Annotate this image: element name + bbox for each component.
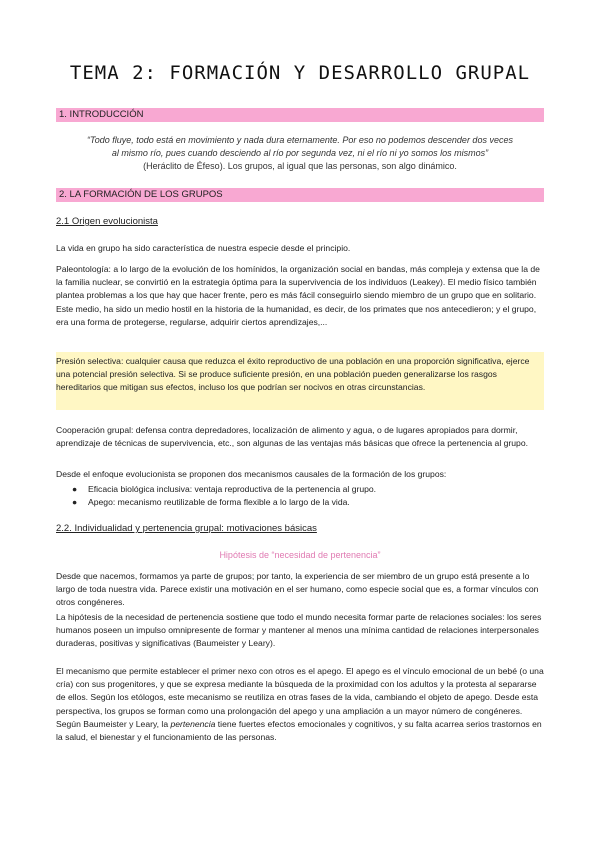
bullet-text: Apego: mecanismo reutilizable de forma flexible a lo largo de la vida. [88, 497, 350, 507]
paragraph-nacemos: Desde que nacemos, formamos ya parte de grupos; por tanto, la experiencia de ser miembro de un grupo está presente a lo largo de toda nuestra vida. Parece existir una motivación en el ser humano, como especie social que es, a formar vínculos con otros congéneres. [56, 571, 539, 608]
apego-text-em: pertenencia [170, 718, 216, 729]
page-title: TEMA 2: FORMACIÓN Y DESARROLLO GRUPAL [69, 62, 531, 84]
subheading-origen-evolucionista: 2.1 Origen evolucionista [56, 216, 158, 227]
apego-text-a: El mecanismo que permite establecer el primer nexo con otros es el apego. El apego es el vínculo emocional de un bebé (o una cría) con sus progenitores, y que se expresa mediante la búsqueda de la proximidad con los adultos y la protesta al separarse de ellos. Según los etólogos, este mecanismo se reutiliza en otras fases de la vida, cambiando el objeto de apego. Desde esta perspectiva, los grupos se forman como una prolongación del apego y una ampliación a un mayor número de congéneres. Según Baumeister y Leary, la [56, 666, 544, 729]
section-heading-introduccion: 1. INTRODUCCIÓN [56, 108, 544, 122]
paragraph-cooperacion: Cooperación grupal: defensa contra depredadores, localización de alimento y agua, o de lugares apropiados para dormir, aprendizaje de técnicas de supervivencia, etc., son algunas de las ventajas más básicas que ofrece la pertenencia al grupo. [56, 425, 528, 449]
paragraph-presion-selectiva: Presión selectiva: cualquier causa que reduzca el éxito reproductivo de una población en una proporción significativa, ejerce una potencial presión selectiva. Si se produce suficiente presión, en una población pueden generalizarse los rasgos hereditarios que mitigan sus efectos, incluso los que podrían ser nocivos en otras circunstancias. [56, 356, 530, 393]
bullet-list [72, 483, 542, 509]
quote-attribution: (Heráclito de Éfeso). Los grupos, al igual que las personas, son algo dinámico. [143, 161, 457, 171]
quote-line-1: “Todo fluye, todo está en movimiento y nada dura eternamente. Por eso no podemos descender dos veces [87, 135, 513, 145]
quote-block [56, 134, 544, 173]
bullet-text: Eficacia biológica inclusiva: ventaja reproductiva de la pertenencia al grupo. [88, 484, 377, 494]
subheading-individualidad: 2.2. Individualidad y pertenencia grupal: motivaciones básicas [56, 523, 317, 534]
paragraph-mecanismos: Desde el enfoque evolucionista se proponen dos mecanismos causales de la formación de los grupos: [56, 469, 447, 479]
list-item: ● Eficacia biológica inclusiva: ventaja reproductiva de la pertenencia al grupo. [72, 484, 377, 494]
paragraph-intro: La vida en grupo ha sido característica de nuestra especie desde el principio. [56, 243, 351, 253]
paragraph-paleontologia: Paleontología: a lo largo de la evolución de los homínidos, la organización social en bandas, más compleja y extensa que la de la familia nuclear, se convirtió en la estrategia óptima para la supervivencia de los individuos (Leakey). El medio físico también plantea problemas a los que hay que hacer frente, pero es más fácil conseguirlo siendo miembro de un grupo que en solitario. Este medio, ha sido un medio hostil en la historia de la humanidad, es decir, de los primates que nos antecedieron; y el grupo, era una forma de protegerse, regularse, adquirir ciertos aprendizajes,... [56, 264, 540, 327]
quote-line-2: al mismo río, pues cuando desciendo al río por segunda vez, ni el río ni yo somos los mismos” [111, 148, 489, 158]
section-heading-formacion: 2. LA FORMACIÓN DE LOS GRUPOS [56, 188, 544, 202]
paragraph-hipotesis: La hipótesis de la necesidad de pertenencia sostiene que todo el mundo necesita formar parte de relaciones sociales: los seres humanos poseen un impulso omnipresente de formar y mantener al menos una mínima cantidad de relaciones interpersonales duraderas, positivas y significativas (Baumeister y Leary). [56, 612, 542, 649]
hypothesis-heading: Hipótesis de “necesidad de pertenencia” [219, 550, 381, 560]
list-item: ● Apego: mecanismo reutilizable de forma flexible a lo largo de la vida. [72, 497, 350, 507]
apego-text-b: tiene fuertes efectos emocionales y cognitivos, y su falta acarrea serios trastornos en la salud, el bienestar y el funcionamiento de las personas. [56, 718, 542, 743]
paragraph-apego [56, 665, 544, 744]
